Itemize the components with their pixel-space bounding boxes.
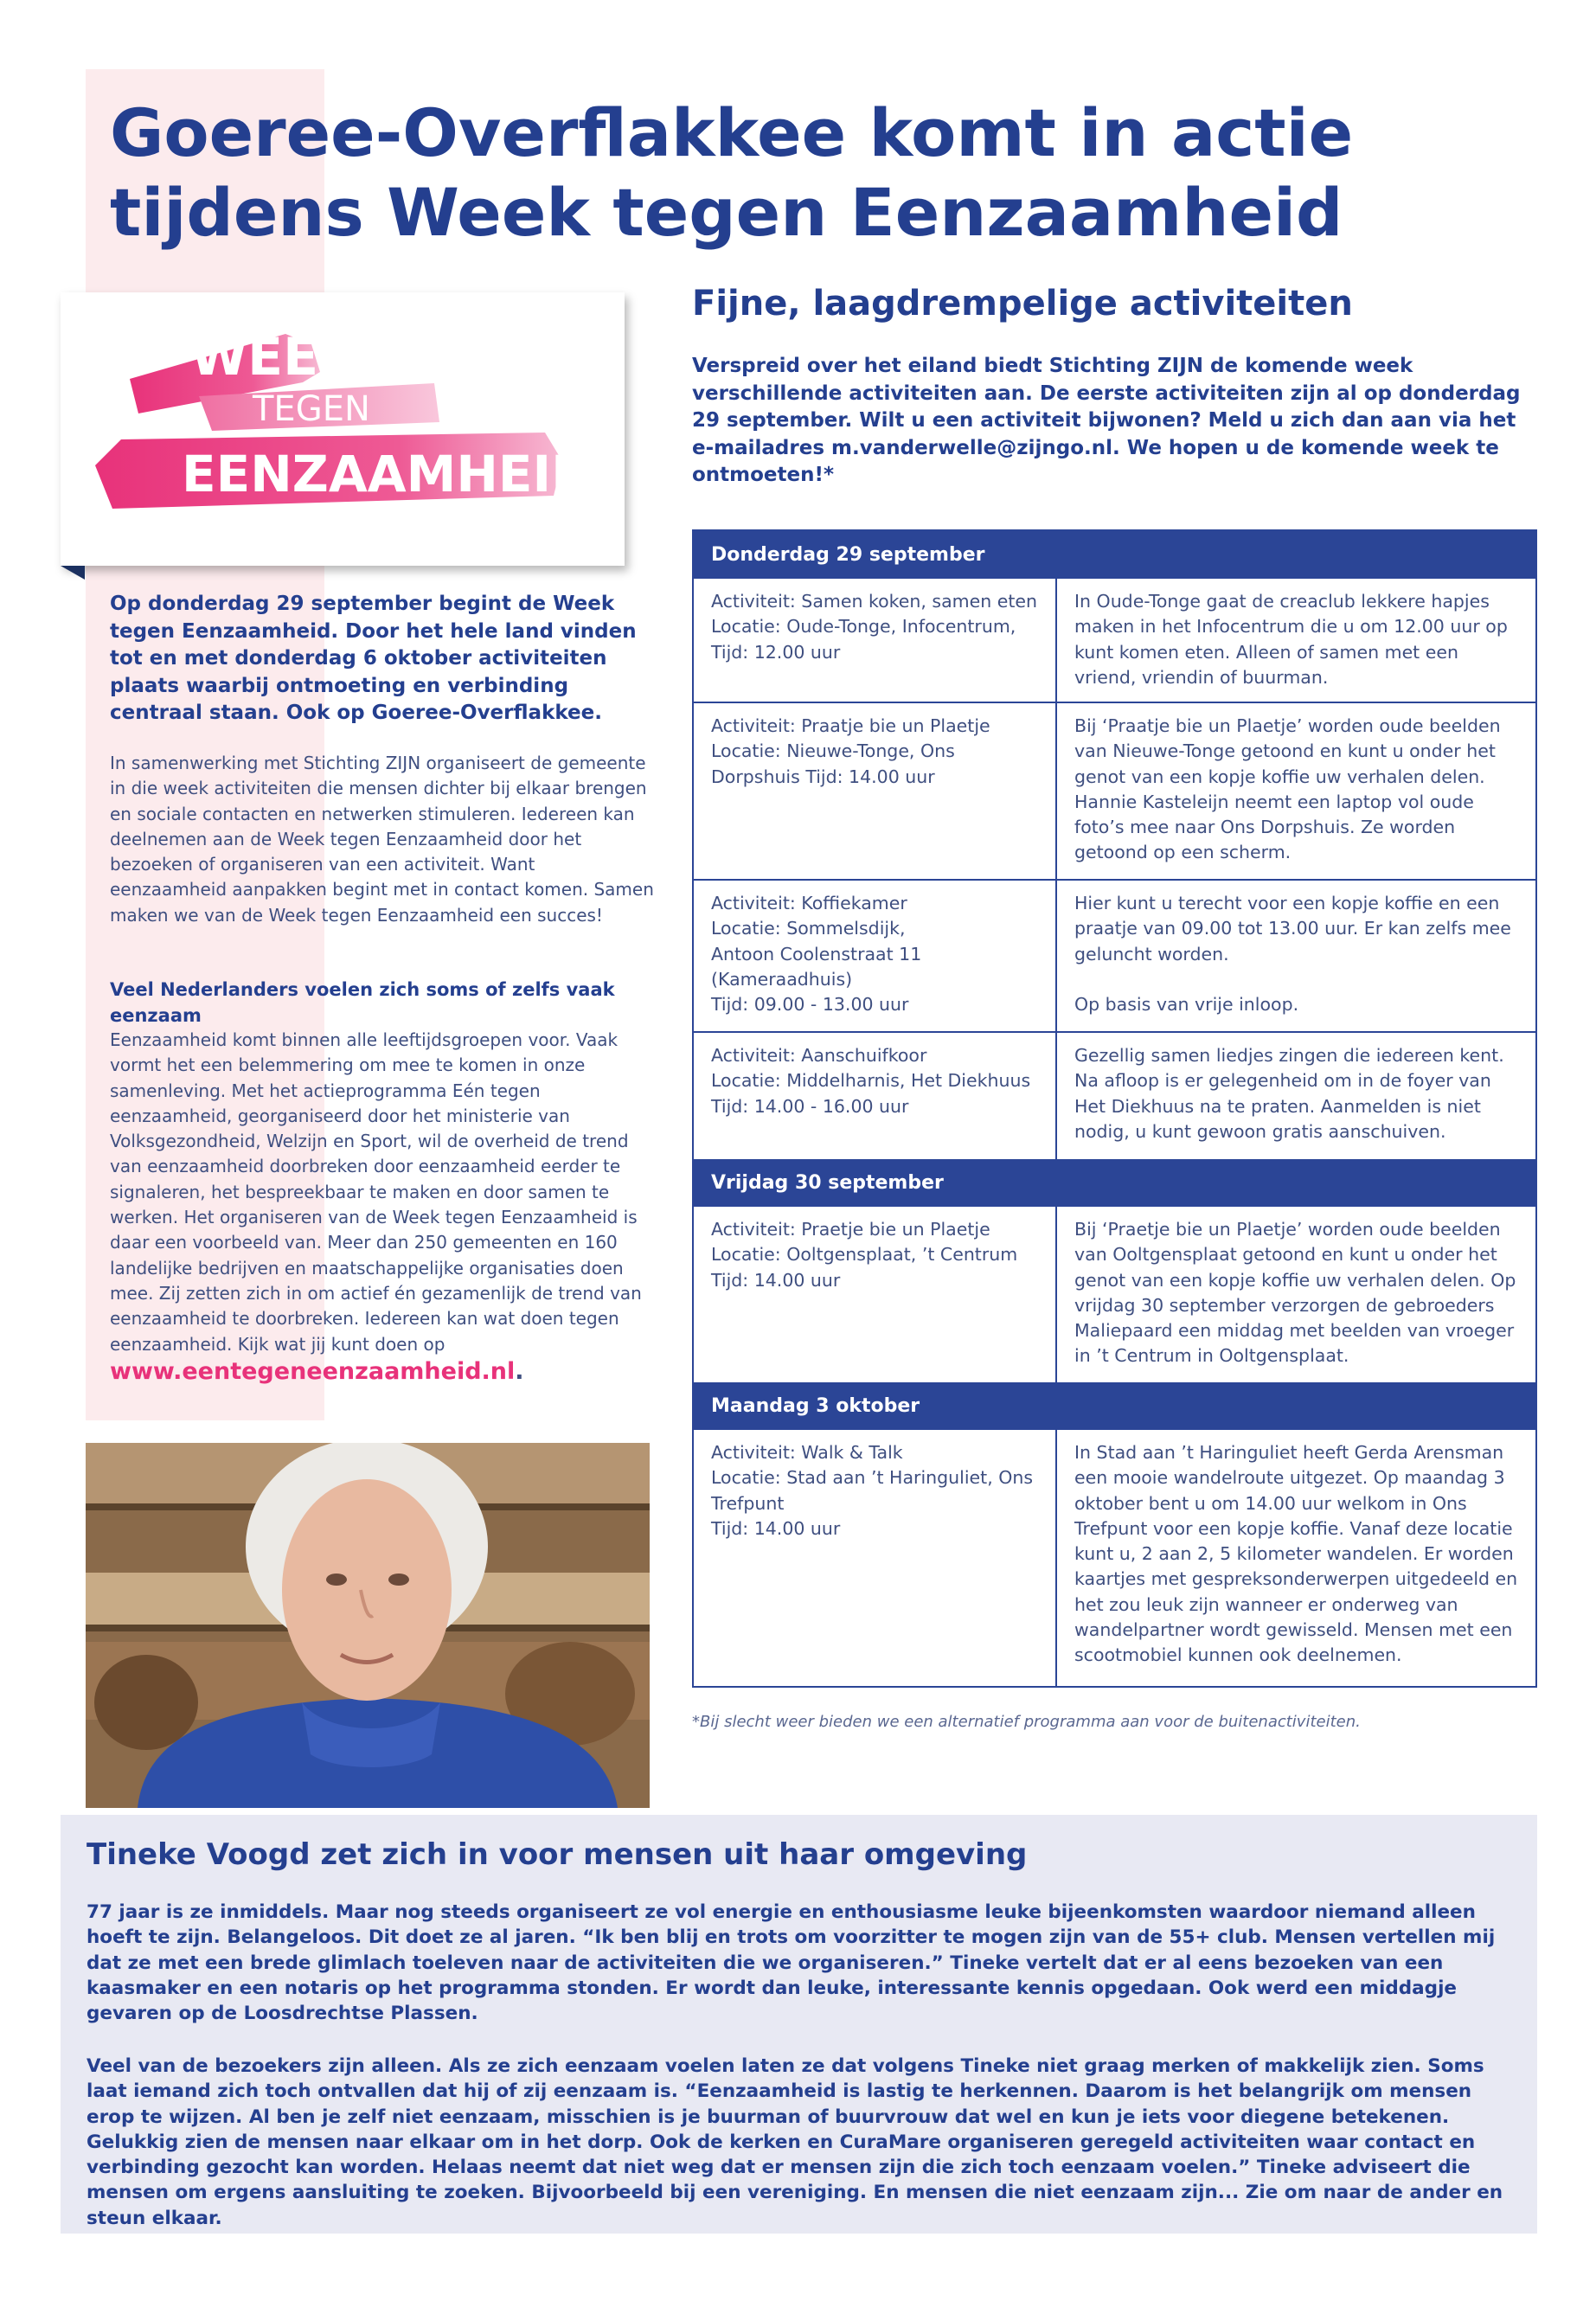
logo-corner-fold <box>61 566 85 580</box>
activity-line: Activiteit: Praetje bie un Plaetje <box>711 1219 990 1240</box>
description-spacer <box>1074 967 1518 992</box>
title-line-2: tijdens Week tegen Eenzaamheid <box>110 174 1343 251</box>
activity-cell <box>694 881 1057 1031</box>
description-text: Bij ‘Praatje bie un Plaetje’ worden oude beelden van Nieuwe-Tonge getoond en kunt u onder het genot van een kopje koffie uw verhalen delen. Hannie Kasteleijn neemt een laptop vol oude foto’s mee naar Ons Dorpshuis. Ze worden getoond op een scherm. <box>1074 715 1501 863</box>
activity-cell <box>694 1207 1057 1382</box>
activity-line: Tijd: 12.00 uur <box>711 641 841 663</box>
description-cell <box>1057 881 1535 1031</box>
activity-line: Activiteit: Walk & Talk <box>711 1442 903 1463</box>
activity-line: Activiteit: Koffiekamer <box>711 893 907 913</box>
week-tegen-eenzaamheid-logo <box>61 292 625 566</box>
description-cell <box>1057 579 1535 702</box>
description-text: Gezellig samen liedjes zingen die iedereen kent. Na afloop is er gelegenheid om in de foyer van Het Diekhuus na te praten. Aanmelden is niet nodig, u kunt gewoon gratis aanschuiven. <box>1074 1045 1504 1142</box>
description-text: Op basis van vrije inloop. <box>1074 993 1299 1015</box>
table-row <box>694 579 1535 702</box>
activities-heading: Fijne, laagdrempelige activiteiten <box>692 284 1353 324</box>
left-subheading: Veel Nederlanders voelen zich soms of zelfs vaak eenzaam <box>110 979 615 1026</box>
activity-line: Tijd: 14.00 uur <box>711 1269 841 1291</box>
portrait-photo <box>86 1443 650 1808</box>
activity-line: Antoon Coolenstraat 11 <box>711 943 922 965</box>
description-cell <box>1057 703 1535 879</box>
schedule-table <box>692 529 1537 1688</box>
activity-line: Activiteit: Samen koken, samen eten <box>711 591 1038 612</box>
profile-box <box>61 1815 1537 2234</box>
activities-intro: Verspreid over het eiland biedt Stichting ZIJN de komende week verschillende activiteiten aan. De eerste activiteiten zijn al op donderdag 29 september. Wilt u een activiteit bijwonen? Meld u zich dan aan via het e-mailadres m.vanderwelle@zijngo.nl. We hopen u de komende week te ontmoeten!* <box>692 355 1521 486</box>
website-link[interactable]: www.eentegeneenzaamheid.nl <box>110 1358 516 1385</box>
activity-line: Locatie: Sommelsdijk, <box>711 918 906 939</box>
profile-paragraph-2: Veel van de bezoekers zijn alleen. Als ze zich eenzaam voelen laten ze dat volgens Tineke niet graag merken of makkelijk zien. Soms laat iemand zich toch ontvallen dat hij of zij eenzaam is. “Eenzaamheid is lastig te herkennen. Daarom is het belangrijk om mensen erop te wijzen. Al ben je zelf niet eenzaam, misschien is je buurman of buurvrouw dat wel en kun je iets voor diegene betekenen. Gelukkig zien de mensen naar elkaar om in het dorp. Ook de kerken en CuraMare organiseren geregeld activiteiten waar contact en verbinding gezocht kan worden. Helaas neemt dat niet weg dat er mensen zijn die zich toch eenzaam voelen.” Tineke adviseert die mensen om ergens aansluiting te zoeken. Bijvoorbeeld bij een vereniging. En mensen die niet eenzaam zijn... Zie om naar de ander en steun elkaar. <box>87 2055 1503 2229</box>
activity-line: Locatie: Oude-Tonge, Infocentrum, <box>711 616 1016 638</box>
activity-cell <box>694 579 1057 702</box>
table-row <box>694 1031 1535 1159</box>
day-header: Vrijdag 30 september <box>694 1159 1535 1207</box>
left-intro: Op donderdag 29 september begint de Week tegen Eenzaamheid. Door het hele land vinden tot en met donderdag 6 oktober activiteiten plaats waarbij ontmoeting en verbinding centraal staan. Ook op Goeree-Overflakkee. <box>110 593 637 724</box>
activity-line: Tijd: 14.00 - 16.00 uur <box>711 1095 909 1117</box>
description-text: In Oude-Tonge gaat de creaclub lekkere hapjes maken in het Infocentrum die u om 12.00 uur op kunt komen eten. Alleen of samen met een vriend, vriendin of buurman. <box>1074 591 1508 688</box>
day-header: Donderdag 29 september <box>694 531 1535 579</box>
logo-text-week: WEEK <box>190 327 359 388</box>
activity-cell <box>694 703 1057 879</box>
activity-line: (Kameraadhuis) <box>711 968 853 990</box>
left-paragraph-2: Eenzaamheid komt binnen alle leeftijdsgroepen voor. Vaak vormt het een belemmering om mee te komen in onze samenleving. Met het actieprogramma Eén tegen eenzaamheid, georganiseerd door het ministerie van Volksgezondheid, Welzijn en Sport, wil de overheid de trend van eenzaamheid doorbreken door eenzaamheid eerder te signaleren, het bespreekbaar te maken en door samen te werken. Het organiseren van de Week tegen Eenzaamheid is daar een voorbeeld van. Meer dan 250 gemeenten en 160 landelijke bedrijven en maatschappelijke organisaties doen mee. Zij zetten zich in om actief én gezamenlijk de trend van eenzaamheid te doorbreken. Iedereen kan wat doen tegen eenzaamheid. Kijk wat jij kunt doen op <box>110 1029 642 1355</box>
table-row <box>694 702 1535 879</box>
description-cell <box>1057 1207 1535 1382</box>
table-row <box>694 1430 1535 1686</box>
activity-line: Tijd: 09.00 - 13.00 uur <box>711 994 909 1016</box>
link-suffix: . <box>515 1358 524 1385</box>
table-row <box>694 1207 1535 1382</box>
description-text: Hier kunt u terecht voor een kopje koffie en een praatje van 09.00 tot 13.00 uur. Er kan zelfs mee geluncht worden. <box>1074 893 1511 965</box>
profile-paragraph-1: 77 jaar is ze inmiddels. Maar nog steeds organiseert ze vol energie en enthousiasme leuke bijeenkomsten waardoor niemand alleen hoeft te zijn. Belangeloos. Dit doet ze al jaren. “Ik ben blij en trots om voorzitter te mogen zijn van de 55+ club. Mensen vertellen mij dat ze met een brede glimlach toeleven naar de activiteiten die we organiseren.” Tineke vertelt dat er al eens bezoeken van een kaasmaker en een notaris op het programma stonden. Er wordt dan leuke, interessante kennis opgedaan. Ook werd een middagje gevaren op de Loosdrechtse Plassen. <box>87 1901 1496 2025</box>
activity-line: Locatie: Stad aan ’t Haringuliet, Ons Trefpunt <box>711 1467 1034 1514</box>
logo-graphic <box>61 292 625 566</box>
activity-line: Locatie: Ooltgensplaat, ’t Centrum <box>711 1244 1018 1266</box>
profile-heading: Tineke Voogd zet zich in voor mensen uit haar omgeving <box>87 1837 1028 1872</box>
activity-line: Locatie: Nieuwe-Tonge, Ons Dorpshuis Tijd: 14.00 uur <box>711 740 955 787</box>
activity-line: Activiteit: Aanschuifkoor <box>711 1045 927 1066</box>
description-cell <box>1057 1033 1535 1159</box>
activity-line: Activiteit: Praatje bie un Plaetje <box>711 715 990 736</box>
table-row <box>694 879 1535 1031</box>
website-link-line <box>110 1358 524 1385</box>
logo-text-tegen: TEGEN <box>253 389 370 429</box>
logo-text-eenzaamheid: EENZAAMHEID <box>182 445 593 503</box>
activity-line: Locatie: Middelharnis, Het Diekhuus <box>711 1070 1031 1092</box>
left-paragraph-1: In samenwerking met Stichting ZIJN organiseert de gemeente in die week activiteiten die mensen dichter bij elkaar brengen en sociale contacten en netwerken stimuleren. Iedereen kan deelnemen aan de Week tegen Eenzaamheid door het bezoeken of organiseren van een activiteit. Want eenzaamheid aanpakken begint met in contact komen. Samen maken we van de Week tegen Eenzaamheid een succes! <box>110 753 654 926</box>
description-text: In Stad aan ’t Haringuliet heeft Gerda Arensman een mooie wandelroute uitgezet. Op maandag 3 oktober bent u om 14.00 uur welkom in Ons Trefpunt voor een kopje koffie. Vanaf deze locatie kunt u, 2 aan 2, 5 kilometer wandelen. Er worden kaartjes met gespreksonderwerpen uitgedeeld en het zou leuk zijn wanneer er onderweg van wandelpartner wordt gewisseld. Mensen met een scootmobiel kunnen ook deelnemen. <box>1074 1442 1518 1666</box>
page-title <box>110 93 1580 253</box>
description-text: Bij ‘Praetje bie un Plaetje’ worden oude beelden van Ooltgensplaat getoond en kunt u onder het genot van een kopje koffie uw verhalen delen. Op vrijdag 30 september verzorgen de gebroeders Maliepaard een middag met beelden van vroeger in ’t Centrum in Ooltgensplaat. <box>1074 1219 1516 1367</box>
description-cell <box>1057 1430 1535 1686</box>
activity-cell <box>694 1430 1057 1686</box>
activity-line: Tijd: 14.00 uur <box>711 1517 841 1539</box>
footnote: *Bij slecht weer bieden we een alternatief programma aan voor de buitenactiviteiten. <box>692 1713 1361 1731</box>
title-line-1: Goeree-Overflakkee komt in actie <box>110 94 1354 171</box>
day-header: Maandag 3 oktober <box>694 1382 1535 1430</box>
activity-cell <box>694 1033 1057 1159</box>
